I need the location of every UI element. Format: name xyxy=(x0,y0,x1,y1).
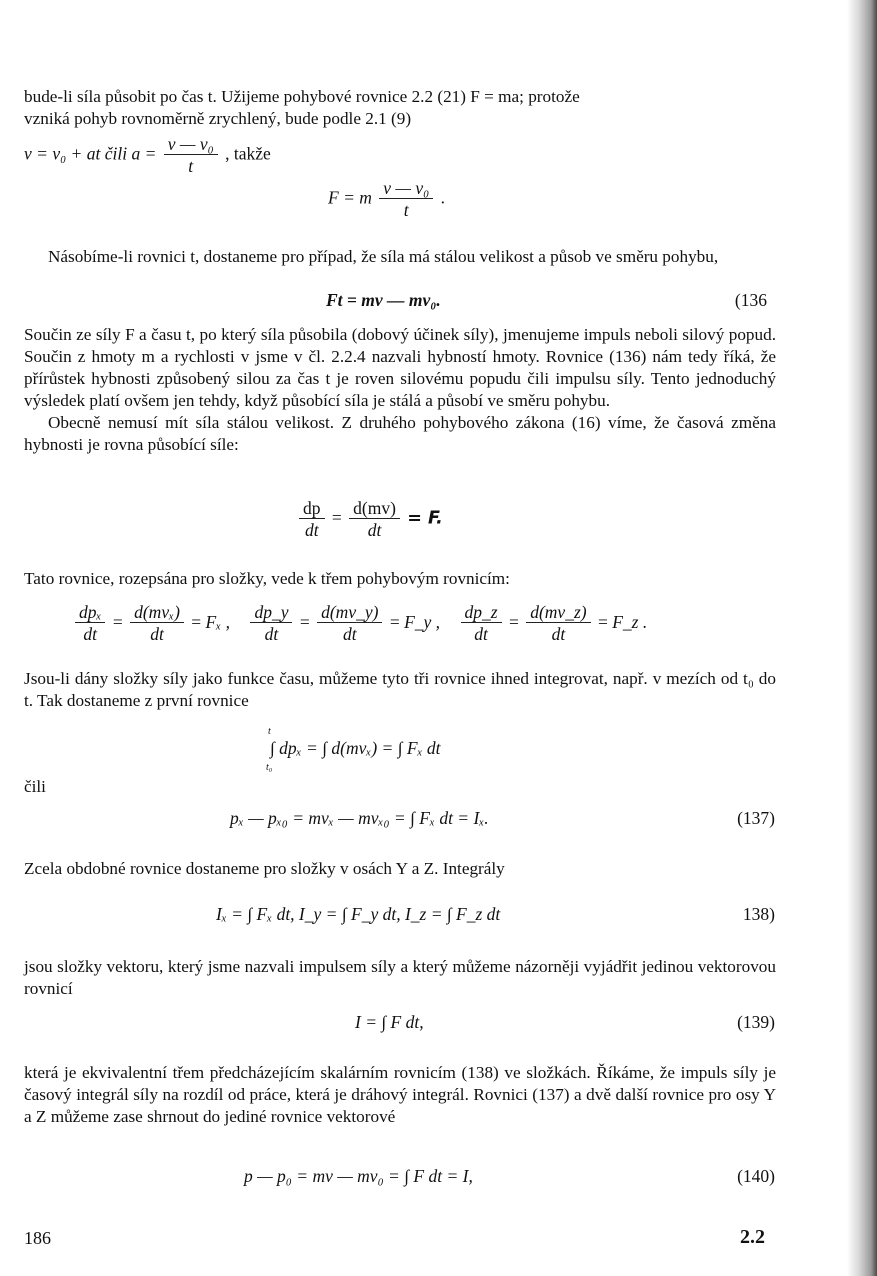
paragraph-7 xyxy=(24,776,776,798)
equation-acceleration xyxy=(24,134,271,177)
equation-components xyxy=(72,602,647,645)
paragraph-3 xyxy=(24,324,776,456)
frac-num: dp_z xyxy=(461,602,502,623)
component-eq-x: $\frac{\text{dpₓ}}{dt}$ = $\frac{\text{d(mvₓ)}}{dt}$ = Fₓ , xyxy=(72,612,234,632)
limit-upper: t xyxy=(268,726,271,737)
frac-num: dp xyxy=(299,498,325,519)
component-rhs: F_z . xyxy=(612,611,648,632)
p5-text: Tato rovnice, rozepsána pro složky, vede k třem pohybovým rovnicím: xyxy=(24,569,510,588)
frac-den: dt xyxy=(83,624,98,644)
frac-den: dt xyxy=(367,520,382,540)
fraction-accel xyxy=(164,134,218,177)
p10-text: která je ekvivalentní třem předcházejícím skalárním rovnicím (138) ve složkách. Říkáme, že impuls síly je časový integrál síly na rozdíl od práce, která je dráhový integrál. Rovnici (137) a dvě další rovnice pro osy Y a Z můžeme zase shrnout do jediné rovnice vektorové xyxy=(24,1063,776,1126)
eq-dp-rhs: = F. xyxy=(407,508,443,529)
book-spine-shadow xyxy=(847,0,877,1276)
frac-den: dt xyxy=(264,624,279,644)
equation-139-label: (139) xyxy=(737,1012,775,1032)
paragraph-9 xyxy=(24,956,776,1000)
equation-139: I = ∫ F dt, xyxy=(355,1012,424,1032)
paragraph-5 xyxy=(24,568,776,590)
p3-text: Součin ze síly F a času t, po který síla působila (dobový účinek síly), jmenujeme impuls neboli silový popud. Součin z hmoty m a rychlosti v jsme v čl. 2.2.4 nazvali hybností hmoty. Rovnice (136) nám tedy říká, že přírůstek hybnosti způsobený silou za čas t je roven silovému popudu čili impulsu síly. Tento jednoduchý výsledek platí ovšem jen tehdy, když působící síla je stálá a působí ve směru pohybu. xyxy=(24,325,776,410)
equation-138: Iₓ = ∫ Fₓ dt, I_y = ∫ F_y dt, I_z = ∫ F_z dt xyxy=(216,904,501,924)
p1-line-2: vzniká pohyb rovnoměrně zrychlený, bude podle 2.1 (9) xyxy=(24,109,412,128)
paragraph-2 xyxy=(24,246,776,268)
page-number: 186 xyxy=(24,1228,51,1248)
frac-num: dpₓ xyxy=(75,602,105,623)
paragraph-10 xyxy=(24,1062,776,1128)
eq-force-tail: . xyxy=(440,187,445,208)
p8-text: Zcela obdobné rovnice dostaneme pro složky v osách Y a Z. Integrály xyxy=(24,859,505,878)
equation-136: Ft = mv — mv₀. xyxy=(326,290,441,310)
component-rhs: Fₓ , xyxy=(205,611,230,632)
fraction-dp-dt xyxy=(299,498,325,541)
frac-num: v — v₀ xyxy=(164,134,218,155)
equation-137-label: (137) xyxy=(737,808,775,828)
equation-140: p — p₀ = mv — mv₀ = ∫ F dt = I, xyxy=(244,1166,473,1186)
frac-den: dt xyxy=(551,624,566,644)
frac-num: d(mvₓ) xyxy=(130,602,184,623)
equation-136-label: (136 xyxy=(734,290,767,310)
p2-text: Násobíme-li rovnici t, dostaneme pro případ, že síla má stálou velikost a působ ve směru pohybu, xyxy=(48,247,719,266)
frac-den: dt xyxy=(150,624,164,644)
component-eq-y: $\frac{dp\_y}{dt}$ = $\frac{d(mv\_y)}{dt}$ = F_y , xyxy=(247,612,444,632)
equation-137: pₓ — pₓ₀ = mvₓ — mvₓ₀ = ∫ Fₓ dt = Iₓ. xyxy=(230,808,489,828)
eq-accel-lead: v = v₀ + at čili a = xyxy=(24,143,157,164)
frac-num: d(mv) xyxy=(349,498,400,519)
frac-den: t xyxy=(188,156,194,176)
frac-num: dp_y xyxy=(250,602,292,623)
equation-integral-x: ∫ dpₓ = ∫ d(mvₓ) = ∫ Fₓ dt xyxy=(270,738,441,758)
component-eq-z: $\frac{dp\_z}{dt}$ = $\frac{d(mv\_z)}{dt}$ = F_z . xyxy=(458,612,648,632)
equation-force xyxy=(328,178,445,221)
paragraph-6 xyxy=(24,668,776,712)
limit-lower: t₀ xyxy=(266,762,273,773)
fraction-force xyxy=(379,178,433,221)
frac-num: v — v₀ xyxy=(379,178,433,199)
p4-text: Obecně nemusí mít síla stálou velikost. Z druhého pohybového zákona (16) víme, že časová změna hybnosti je rovna působící síle: xyxy=(24,413,776,454)
frac-den: t xyxy=(403,200,409,220)
equals-sign: = xyxy=(331,507,342,528)
p6-text: Jsou-li dány složky síly jako funkce času, můžeme tyto tři rovnice ihned integrovat, např. v mezích od t₀ do t. Tak dostaneme z první rovnice xyxy=(24,669,776,710)
equation-138-label: 138) xyxy=(742,904,775,924)
component-rhs: F_y , xyxy=(404,611,441,632)
equation-140-label: (140) xyxy=(737,1166,775,1186)
equation-momentum-derivative xyxy=(296,498,443,541)
frac-num: d(mv_z) xyxy=(526,602,590,623)
eq-accel-tail: , takže xyxy=(225,143,271,164)
p7-text: čili xyxy=(24,777,46,796)
paragraph-8 xyxy=(24,858,776,880)
frac-den: dt xyxy=(304,520,319,540)
frac-den: dt xyxy=(342,624,357,644)
frac-num: d(mv_y) xyxy=(317,602,382,623)
frac-den: dt xyxy=(474,624,488,644)
paragraph-1 xyxy=(24,86,776,130)
p1-line-1: bude-li síla působit po čas t. Užijeme pohybové rovnice 2.2 (21) F = ma; protože xyxy=(24,87,580,106)
fraction-dmv-dt xyxy=(349,498,400,541)
p9-text: jsou složky vektoru, který jsme nazvali impulsem síly a který můžeme názorněji vyjádřit jedinou vektorovou rovnicí xyxy=(24,957,776,998)
eq-force-lhs: F = m xyxy=(328,187,372,208)
section-number: 2.2 xyxy=(740,1226,765,1248)
